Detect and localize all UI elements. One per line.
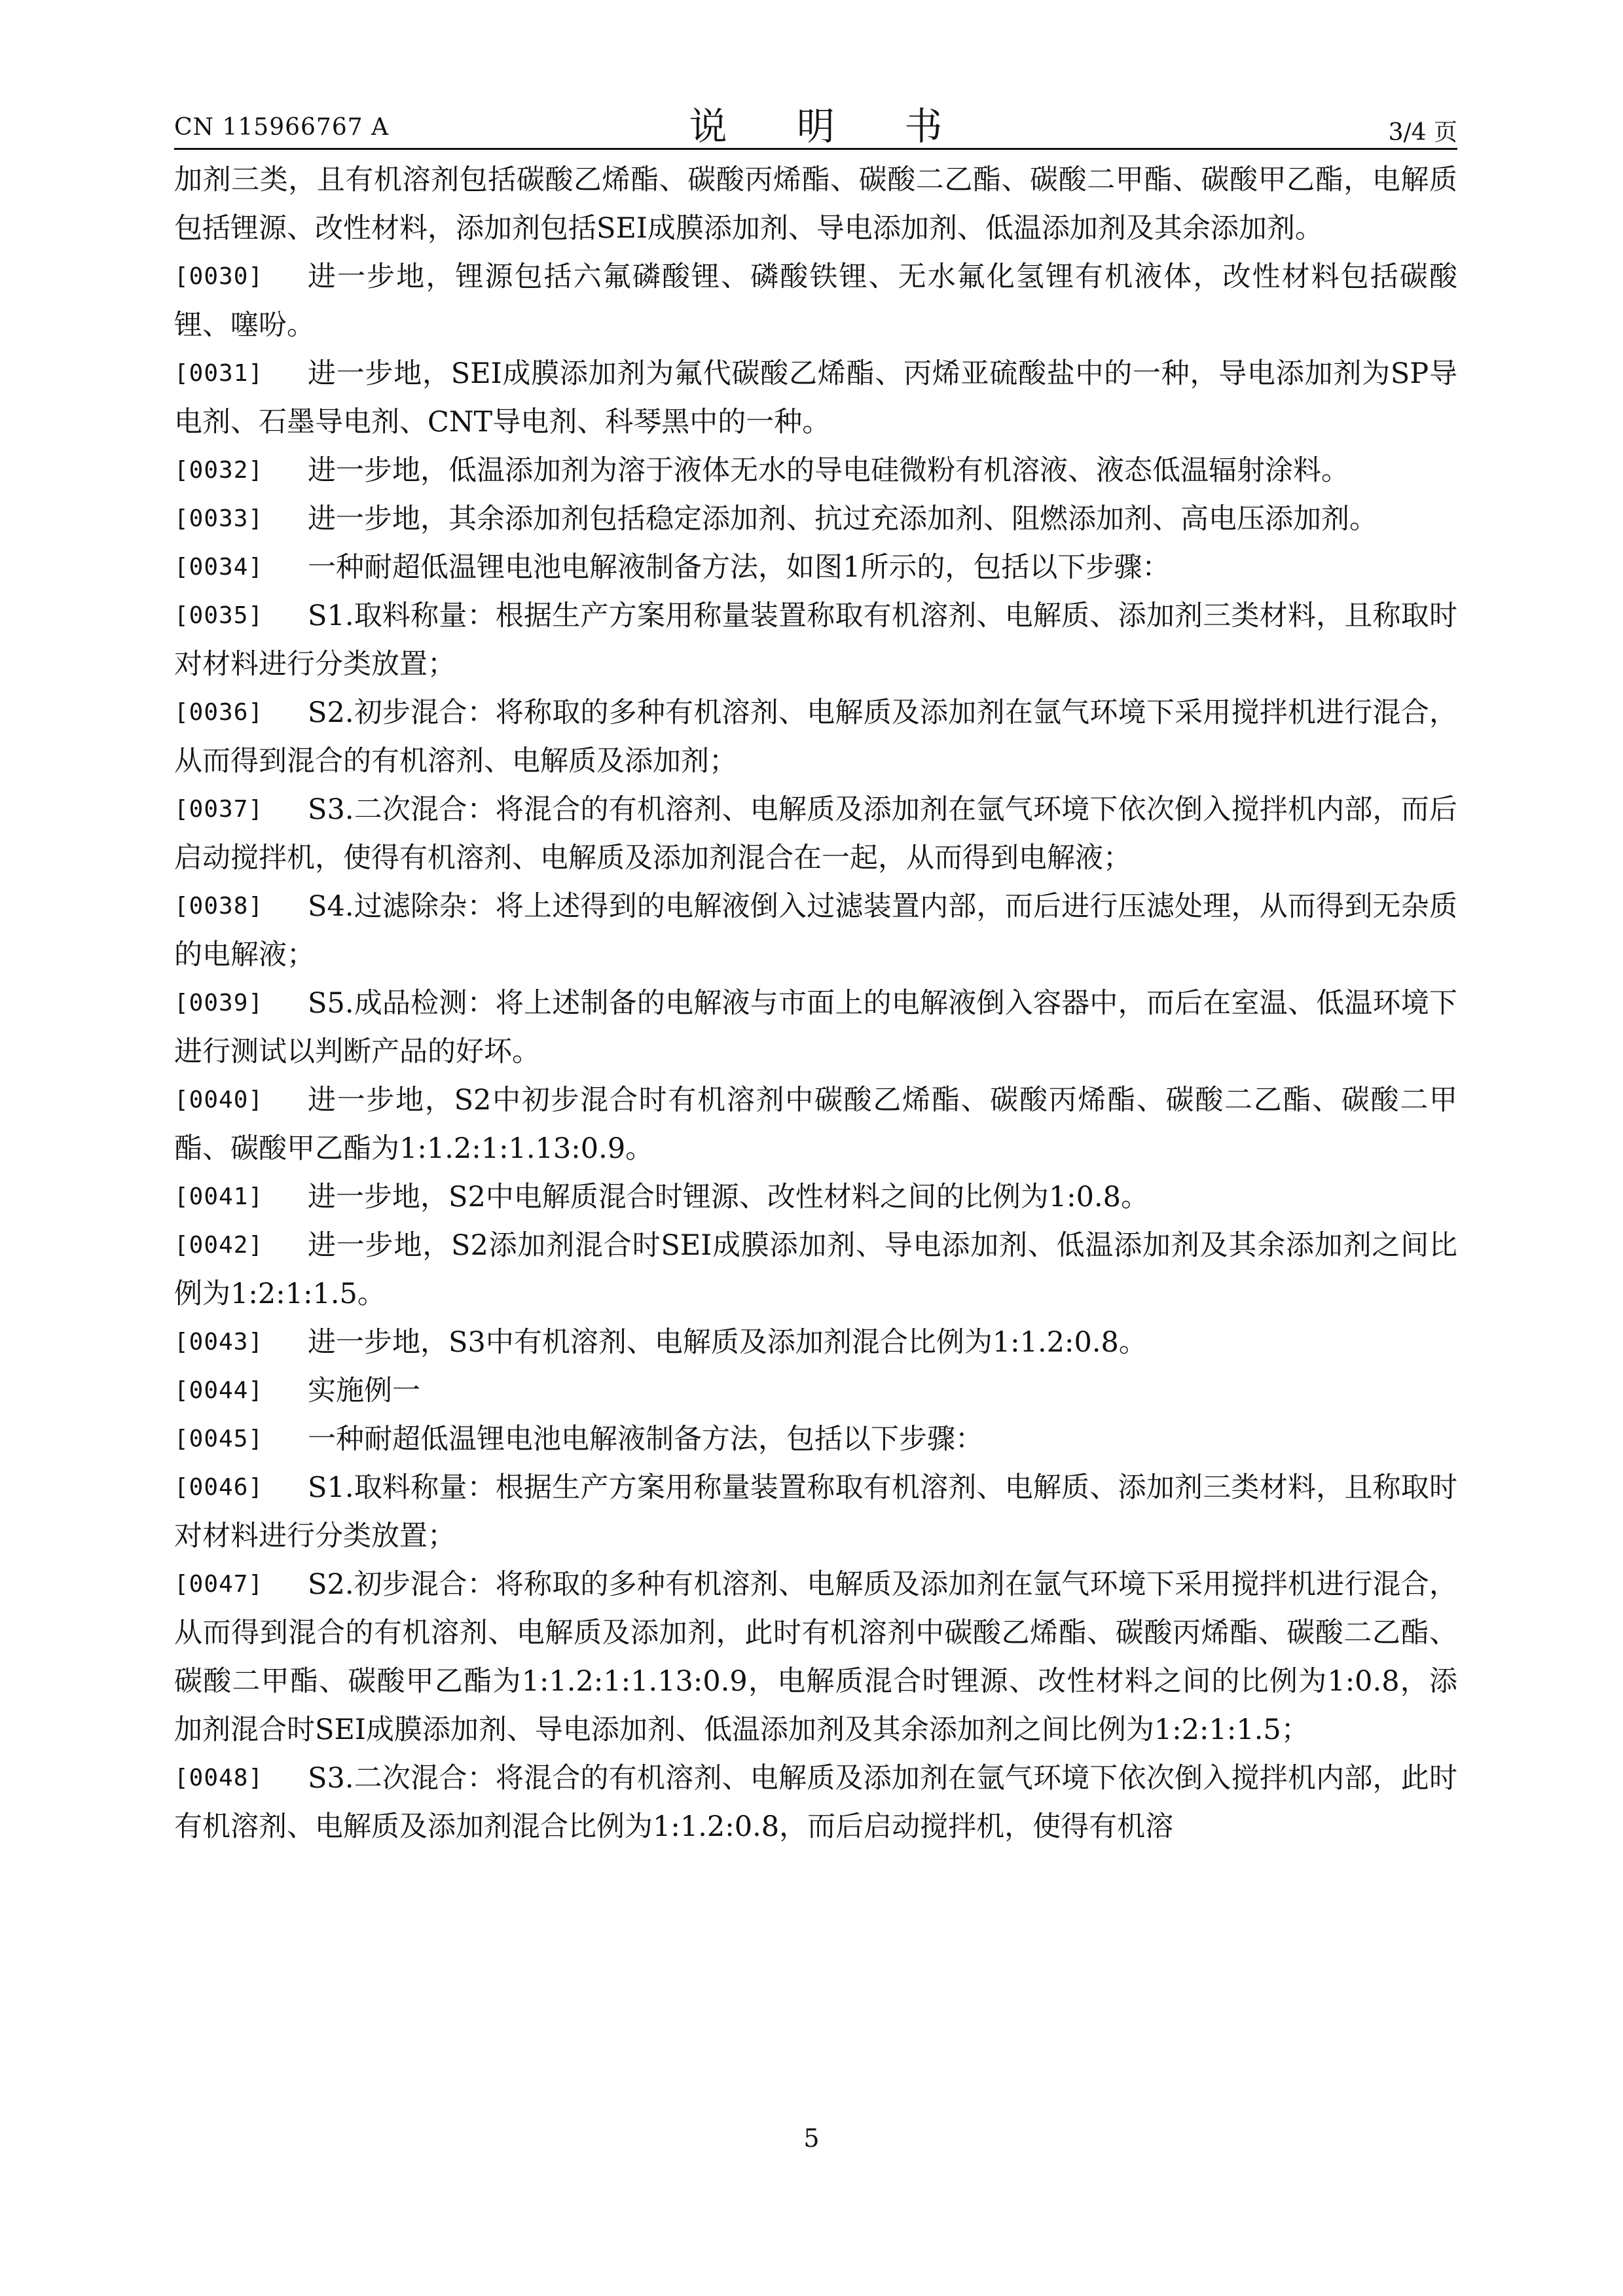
paragraph-text: 进一步地，S3中有机溶剂、电解质及添加剂混合比例为1:1.2:0.8。 (308, 1326, 1147, 1359)
paragraph (174, 1560, 1457, 1754)
paragraph (174, 446, 1457, 495)
paragraph-text: 一种耐超低温锂电池电解液制备方法，包括以下步骤： (308, 1423, 983, 1456)
paragraph-number: [0044] (174, 1377, 264, 1404)
header-rule (174, 148, 1457, 150)
paragraph (174, 1173, 1457, 1221)
description-body (174, 156, 1457, 1851)
paragraph-number: [0048] (174, 1765, 264, 1791)
paragraph-number: [0031] (174, 360, 264, 387)
paragraph (174, 1221, 1457, 1318)
paragraph (174, 495, 1457, 543)
paragraph (174, 1463, 1457, 1560)
paragraph (174, 543, 1457, 592)
paragraph-number: [0032] (174, 457, 264, 484)
paragraph (174, 1415, 1457, 1463)
page-header (174, 92, 1457, 147)
paragraph-number: [0041] (174, 1183, 264, 1210)
paragraph-number: [0047] (174, 1571, 264, 1598)
paragraph-number: [0040] (174, 1086, 264, 1113)
paragraph-text: 进一步地，SEI成膜添加剂为氟代碳酸乙烯酯、丙烯亚硫酸盐中的一种，导电添加剂为SP导电剂、石墨导电剂、CNT导电剂、科琴黑中的一种。 (174, 357, 1457, 439)
paragraph (174, 979, 1457, 1076)
paragraph-text: 进一步地，S2中电解质混合时锂源、改性材料之间的比例为1:0.8。 (308, 1181, 1150, 1213)
paragraph-text: 进一步地，S2添加剂混合时SEI成膜添加剂、导电添加剂、低温添加剂及其余添加剂之间比例为1:2:1:1.5。 (174, 1229, 1457, 1310)
paragraph-text: 进一步地，锂源包括六氟磷酸锂、磷酸铁锂、无水氟化氢锂有机液体，改性材料包括碳酸锂、噻吩。 (174, 260, 1457, 342)
page-number: 5 (803, 2124, 820, 2153)
paragraph (174, 689, 1457, 785)
paragraph-number: [0039] (174, 990, 264, 1016)
paragraph-number: [0038] (174, 893, 264, 920)
paragraph (174, 1076, 1457, 1173)
paragraph-text: S1.取料称量：根据生产方案用称量装置称取有机溶剂、电解质、添加剂三类材料，且称取时对材料进行分类放置； (174, 600, 1457, 681)
paragraph (174, 1318, 1457, 1367)
paragraph-number: [0033] (174, 505, 264, 532)
paragraph (174, 592, 1457, 689)
publication-number: CN 115966767 A (174, 114, 390, 141)
paragraph (174, 1367, 1457, 1415)
paragraph-number: [0037] (174, 796, 264, 823)
paragraph-text: S1.取料称量：根据生产方案用称量装置称取有机溶剂、电解质、添加剂三类材料，且称取时对材料进行分类放置； (174, 1471, 1457, 1552)
paragraph-text: 进一步地，低温添加剂为溶于液体无水的导电硅微粉有机溶液、液态低温辐射涂料。 (308, 454, 1349, 487)
page-of-total: 3/4 页 (1388, 119, 1457, 146)
paragraph-text: 实施例一 (308, 1374, 420, 1407)
paragraph-text: 进一步地，S2中初步混合时有机溶剂中碳酸乙烯酯、碳酸丙烯酯、碳酸二乙酯、碳酸二甲酯、碳酸甲乙酯为1:1.2:1:1.13:0.9。 (174, 1084, 1457, 1165)
paragraph-number: [0036] (174, 699, 264, 726)
paragraph-text: S2.初步混合：将称取的多种有机溶剂、电解质及添加剂在氩气环境下采用搅拌机进行混合，从而得到混合的有机溶剂、电解质及添加剂，此时有机溶剂中碳酸乙烯酯、碳酸丙烯酯、碳酸二乙酯、碳酸二甲酯、碳酸甲乙酯为1:1.2:1:1.13:0.9，电解质混合时锂源、改性材料之间的比例为1:0.8，添加剂混合时SEI成膜添加剂、导电添加剂、低温添加剂及其余添加剂之间比例为1:2:1:1.5； (174, 1568, 1457, 1746)
paragraph-text: S2.初步混合：将称取的多种有机溶剂、电解质及添加剂在氩气环境下采用搅拌机进行混合，从而得到混合的有机溶剂、电解质及添加剂； (174, 696, 1457, 778)
paragraph-text: S5.成品检测：将上述制备的电解液与市面上的电解液倒入容器中，而后在室温、低温环境下进行测试以判断产品的好坏。 (174, 987, 1457, 1068)
paragraph-text: S3.二次混合：将混合的有机溶剂、电解质及添加剂在氩气环境下依次倒入搅拌机内部，而后启动搅拌机，使得有机溶剂、电解质及添加剂混合在一起，从而得到电解液； (174, 793, 1457, 874)
paragraph-text: 加剂三类，且有机溶剂包括碳酸乙烯酯、碳酸丙烯酯、碳酸二乙酯、碳酸二甲酯、碳酸甲乙酯，电解质包括锂源、改性材料，添加剂包括SEI成膜添加剂、导电添加剂、低温添加剂及其余添加剂。 (174, 164, 1457, 245)
paragraph-number: [0046] (174, 1474, 264, 1501)
paragraph (174, 156, 1457, 253)
paragraph-text: 进一步地，其余添加剂包括稳定添加剂、抗过充添加剂、阻燃添加剂、高电压添加剂。 (308, 503, 1377, 535)
paragraph (174, 1754, 1457, 1851)
paragraph-number: [0030] (174, 263, 264, 290)
paragraph (174, 350, 1457, 446)
paragraph (174, 253, 1457, 350)
paragraph-number: [0042] (174, 1232, 264, 1259)
paragraph (174, 785, 1457, 882)
paragraph-number: [0034] (174, 554, 264, 581)
paragraph-text: 一种耐超低温锂电池电解液制备方法，如图1所示的，包括以下步骤： (308, 551, 1171, 584)
paragraph (174, 882, 1457, 979)
paragraph-number: [0045] (174, 1426, 264, 1452)
document-title: 说 明 书 (689, 104, 972, 149)
paragraph-text: S3.二次混合：将混合的有机溶剂、电解质及添加剂在氩气环境下依次倒入搅拌机内部，此时有机溶剂、电解质及添加剂混合比例为1:1.2:0.8，而后启动搅拌机，使得有机溶 (174, 1762, 1457, 1843)
paragraph-number: [0043] (174, 1329, 264, 1355)
paragraph-number: [0035] (174, 602, 264, 629)
paragraph-text: S4.过滤除杂：将上述得到的电解液倒入过滤装置内部，而后进行压滤处理，从而得到无杂质的电解液； (174, 890, 1457, 971)
